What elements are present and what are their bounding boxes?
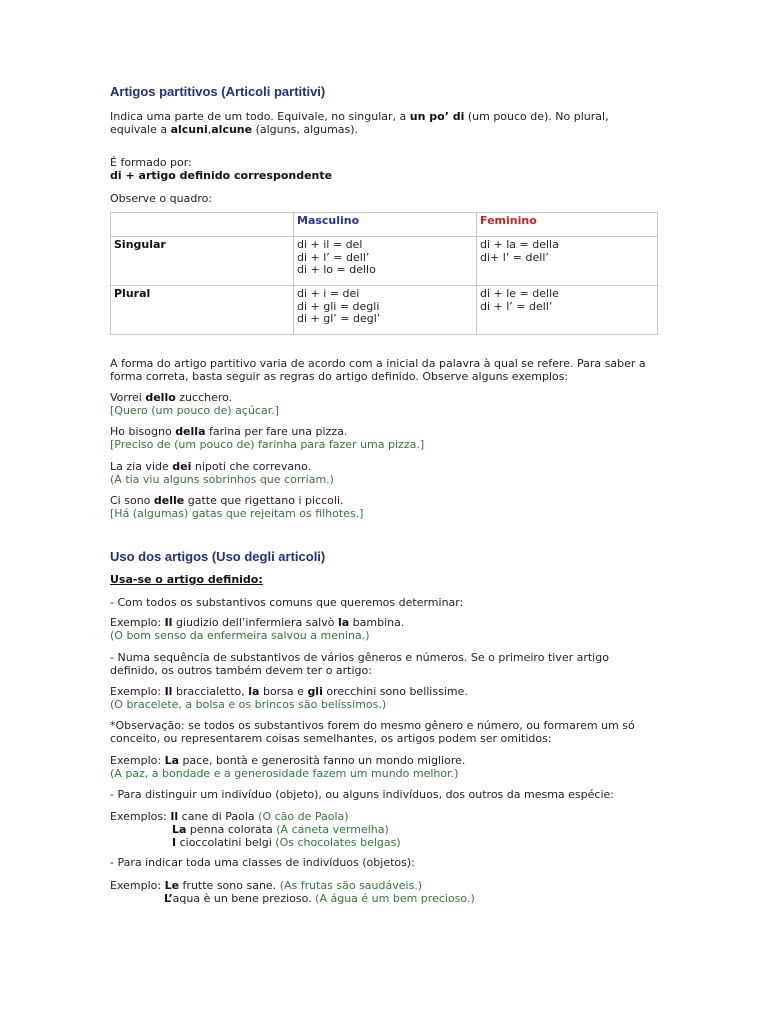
partitive-table (110, 212, 658, 335)
header-feminino: Feminino (477, 213, 658, 237)
formula: di + artigo definido correspondente (110, 169, 333, 182)
intro-paragraph: Indica uma parte de um todo. Equivale, no singular, a un po’ di (um pouco de). No plural, equivale a alcuni,alcune (alguns, algumas). (110, 110, 609, 136)
cell-plural-fem: di + le = delle di + l’ = dell’ (477, 286, 658, 335)
example-della: Ho bisogno della farina per fare una pizza. [Preciso de (um pouco de) farinha para fazer uma pizza.] (110, 425, 425, 451)
section-title-partitive: Artigos partitivos (Articoli partitivi) (110, 84, 326, 99)
formed-by-label: É formado por: (110, 156, 192, 169)
row-label-plural: Plural (111, 286, 294, 335)
cell-singular-masc: di + il = del di + l’ = dell’ di + lo = dello (294, 237, 477, 286)
section-title-uso: Uso dos artigos (Uso degli articoli) (110, 549, 326, 564)
example-dello: Vorrei dello zucchero. [Quero (um pouco de) açúcar.] (110, 391, 280, 417)
example-pace: Exemplo: La pace, bontà e generosità fanno un mondo migliore. (A paz, a bondade e a generosidade fazem um mundo melhor.) (110, 754, 466, 780)
rule-determinar: - Com todos os substantivos comuns que queremos determinar: (110, 596, 464, 609)
cell-plural-masc: di + i = dei di + gli = degli di + gl’ = degl’ (294, 286, 477, 335)
cell-singular-fem: di + la = della di+ l’ = dell’ (477, 237, 658, 286)
example-braccialetto: Exemplo: Il braccialetto, la borsa e gli orecchini sono bellissime. (O bracelete, a bolsa e os brincos são belíssimos.) (110, 685, 468, 711)
examples-classes: Exemplo: Le frutte sono sane. (As frutas são saudáveis.) L’aqua è un bene prezioso. (A água é um bem precioso.) (110, 879, 475, 905)
rule-sequencia: - Numa sequência de substantivos de vários gêneros e números. Se o primeiro tiver artigo definido, os outros também devem ter o artigo: (110, 651, 609, 677)
subtitle-definido: Usa-se o artigo definido: (110, 573, 263, 586)
explain-paragraph: A forma do artigo partitivo varia de acordo com a inicial da palavra à qual se refere. Para saber a forma correta, basta seguir as regras do artigo definido. Observe alguns exemplos: (110, 357, 646, 383)
rule-distinguir: - Para distinguir um indivíduo (objeto), ou alguns indivíduos, dos outros da mesma espécie: (110, 788, 614, 801)
rule-classes: - Para indicar toda uma classes de indivíduos (objetos): (110, 856, 415, 869)
example-giudizio: Exemplo: Il giudizio dell’infermiera salvò la bambina. (O bom senso da enfermeira salvou a menina.) (110, 616, 405, 642)
example-delle: Ci sono delle gatte que rigettano i piccoli. [Há (algumas) gatas que rejeitam os filhotes.] (110, 494, 364, 520)
examples-distinguir: Exemplos: Il cane di Paola (O cão de Paola) La penna colorata (A caneta vermelha) I cioccolatini belgi (Os chocolates belgas) (110, 810, 401, 849)
header-masculino: Masculino (294, 213, 477, 237)
observe-label: Observe o quadro: (110, 192, 213, 205)
row-label-singular: Singular (111, 237, 294, 286)
table-corner (111, 213, 294, 237)
example-dei: La zia vide dei nipoti che correvano. (A tia viu alguns sobrinhos que corriam.) (110, 460, 334, 486)
observacao-paragraph: *Observação: se todos os substantivos forem do mesmo gênero e número, ou formarem um só conceito, ou representarem coisas semelhantes, os artigos podem ser omitidos: (110, 719, 635, 745)
